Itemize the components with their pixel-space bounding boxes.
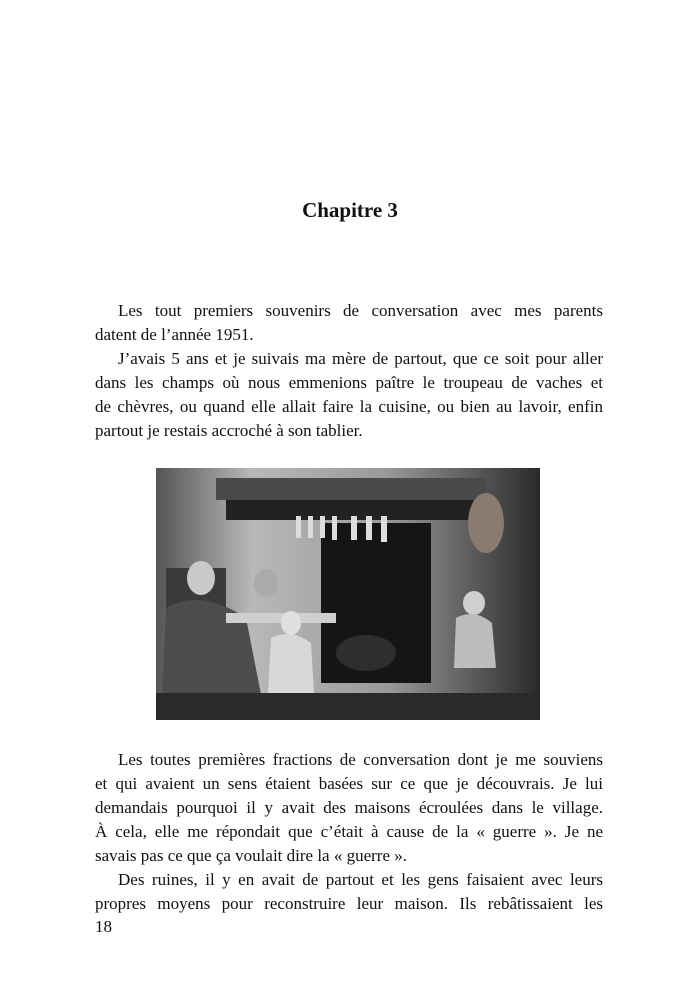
chapter-title: Chapitre 3 [302, 198, 398, 222]
text-line: demandais pourquoi il y avait des maisons écroulées dans le village. [95, 798, 603, 817]
text-line: de chèvres, ou quand elle allait faire la cuisine, ou bien au lavoir, enfin [95, 397, 603, 416]
text-line: savais pas ce que ça voulait dire la « guerre ». [95, 846, 408, 865]
page-number: 18 [95, 917, 112, 936]
text-line: Les toutes premières fractions de conversation dont je me souviens [118, 750, 603, 769]
text-line: À cela, elle me répondait que c’était à cause de la « guerre ». Je ne [95, 822, 603, 841]
text-block-bottom [95, 748, 603, 916]
text-line: datent de l’année 1951. [95, 325, 254, 344]
photo-kitchen-hearth [156, 468, 540, 720]
text-line: dans les champs où nous emmenions paître le troupeau de vaches et [95, 373, 603, 392]
text-line: partout je restais accroché à son tablier. [95, 421, 363, 440]
text-line: Les tout premiers souvenirs de conversation avec mes parents [118, 301, 603, 320]
text-line: propres moyens pour reconstruire leur maison. Ils rebâtissaient les [95, 894, 603, 913]
text-line: J’avais 5 ans et je suivais ma mère de partout, que ce soit pour aller [118, 349, 603, 368]
text-line: et qui avaient un sens étaient basées sur ce que je découvrais. Je lui [95, 774, 603, 793]
text-line: Des ruines, il y en avait de partout et les gens faisaient avec leurs [118, 870, 603, 889]
text-block-top [95, 299, 603, 443]
